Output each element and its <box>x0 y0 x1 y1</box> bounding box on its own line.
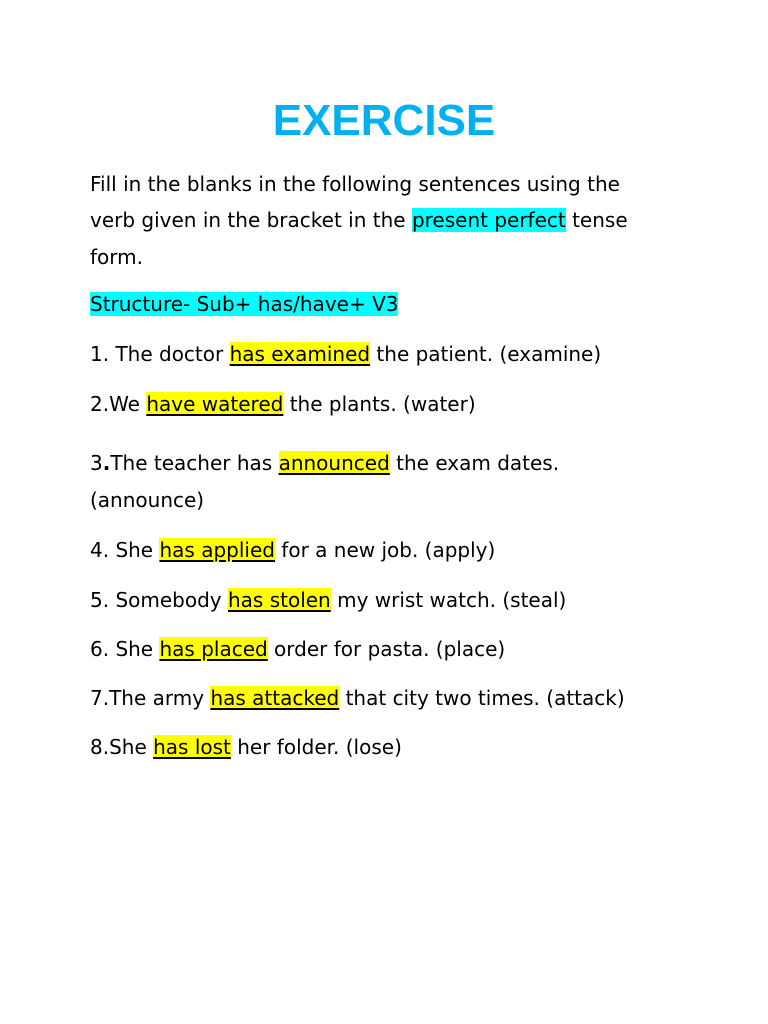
sentence-8 <box>90 729 690 766</box>
sentence-text: (announce) <box>90 488 205 512</box>
answer-blank: has placed <box>159 637 268 661</box>
sentence-text: order for pasta. (place) <box>267 637 506 661</box>
structure-line <box>90 286 690 323</box>
sentence-5 <box>90 582 690 619</box>
answer-blank: has examined <box>229 342 371 366</box>
sentence-text: that city two times. (attack) <box>339 686 625 710</box>
sentence-text: 5. Somebody <box>90 588 228 612</box>
instructions-text: verb given in the bracket in the <box>90 208 412 232</box>
sentence-3 <box>90 445 690 482</box>
page-title: EXERCISE <box>272 96 496 145</box>
sentence-number: 3 <box>90 451 103 475</box>
sentence-text: for a new job. (apply) <box>274 538 496 562</box>
sentence-6 <box>90 631 690 668</box>
sentence-text: my wrist watch. (steal) <box>330 588 567 612</box>
sentence-text: The teacher has <box>110 451 279 475</box>
sentence-1 <box>90 336 690 373</box>
sentence-text: 4. She <box>90 538 160 562</box>
answer-blank: has lost <box>153 735 231 759</box>
instructions-text: Fill in the blanks in the following sentences using the <box>90 172 620 196</box>
instructions-line-3 <box>90 239 690 276</box>
sentence-text: 7.The army <box>90 686 211 710</box>
sentence-text: her folder. (lose) <box>230 735 402 759</box>
highlighted-term: present perfect <box>411 208 566 232</box>
sentence-text: 1. The doctor <box>90 342 230 366</box>
answer-blank: has attacked <box>210 686 340 710</box>
sentence-text: 6. She <box>90 637 160 661</box>
answer-blank: have watered <box>146 392 284 416</box>
answer-blank: has applied <box>159 538 275 562</box>
sentence-text: the patient. (examine) <box>370 342 602 366</box>
instructions-line-1 <box>90 166 690 203</box>
sentence-text: 2.We <box>90 392 147 416</box>
sentence-text: 8.She <box>90 735 154 759</box>
sentence-7 <box>90 680 690 717</box>
answer-blank: has stolen <box>227 588 331 612</box>
sentence-2 <box>90 386 690 423</box>
answer-blank: announced <box>278 451 390 475</box>
instructions-text: tense <box>565 208 628 232</box>
instructions-line-2 <box>90 202 690 239</box>
sentence-number-dot: . <box>102 451 111 475</box>
instructions-text: form. <box>90 245 143 269</box>
sentence-text: the exam dates. <box>389 451 560 475</box>
sentence-text: the plants. (water) <box>283 392 476 416</box>
structure-formula: Structure- Sub+ has/have+ V3 <box>90 292 399 316</box>
sentence-4 <box>90 532 690 569</box>
sentence-3-continued <box>90 482 690 519</box>
